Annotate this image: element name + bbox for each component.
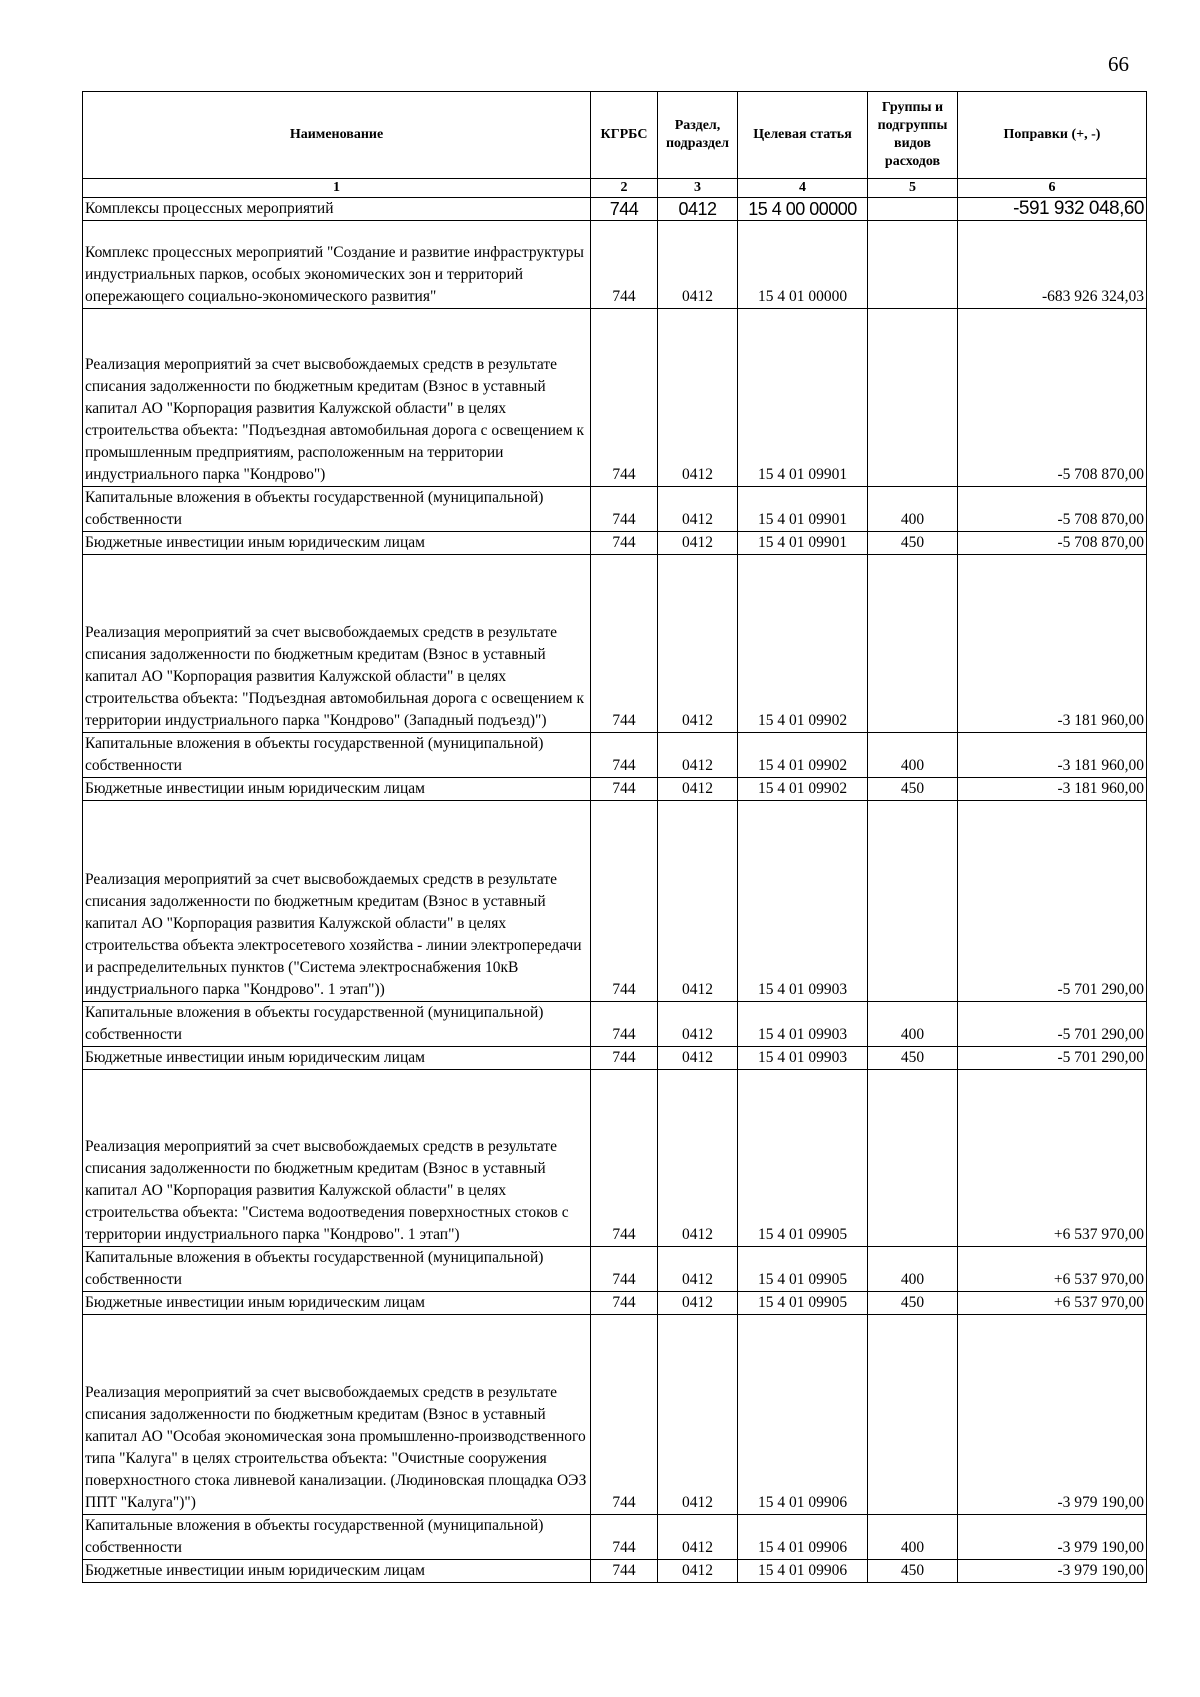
cell-statya: 15 4 01 09901: [738, 532, 868, 555]
cell-amount: -3 181 960,00: [958, 555, 1147, 733]
column-number: 5: [868, 179, 958, 198]
cell-name: Комплексы процессных мероприятий: [83, 198, 591, 221]
cell-amount: -5 701 290,00: [958, 1047, 1147, 1070]
cell-amount: +6 537 970,00: [958, 1247, 1147, 1292]
cell-razdel: 0412: [658, 309, 738, 487]
header-name: Наименование: [83, 92, 591, 179]
page-number: 66: [1108, 52, 1129, 76]
cell-statya: 15 4 01 09905: [738, 1070, 868, 1247]
cell-razdel: 0412: [658, 778, 738, 801]
cell-vid: 400: [868, 487, 958, 532]
cell-amount: -5 708 870,00: [958, 309, 1147, 487]
cell-kgrbs: 744: [591, 801, 658, 1002]
cell-kgrbs: 744: [591, 778, 658, 801]
cell-statya: 15 4 01 09905: [738, 1292, 868, 1315]
table-row: [83, 778, 1147, 801]
cell-amount: -5 701 290,00: [958, 1002, 1147, 1047]
cell-statya: 15 4 01 09903: [738, 1002, 868, 1047]
cell-statya: 15 4 01 09906: [738, 1315, 868, 1515]
cell-name: Реализация мероприятий за счет высвобождаемых средств в результате списания задолженности по бюджетным кредитам (Взнос в уставный капитал АО "Корпорация развития Калужской области" в целях строительства объекта: "Подъездная автомобильная дорога с освещением к территории индустриального парка "Кондрово" (Западный подъезд)"): [83, 555, 591, 733]
cell-amount: -3 181 960,00: [958, 733, 1147, 778]
cell-name: Капитальные вложения в объекты государственной (муниципальной) собственности: [83, 1247, 591, 1292]
cell-razdel: 0412: [658, 801, 738, 1002]
table-row: [83, 1315, 1147, 1515]
table-row: [83, 1070, 1147, 1247]
column-number: 3: [658, 179, 738, 198]
cell-amount: +6 537 970,00: [958, 1292, 1147, 1315]
cell-kgrbs: 744: [591, 487, 658, 532]
cell-razdel: 0412: [658, 532, 738, 555]
cell-statya: 15 4 01 09906: [738, 1560, 868, 1583]
cell-vid: 400: [868, 733, 958, 778]
cell-name: Реализация мероприятий за счет высвобождаемых средств в результате списания задолженности по бюджетным кредитам (Взнос в уставный капитал АО "Особая экономическая зона промышленно-производственного типа "Калуга" в целях строительства объекта: "Очистные сооружения поверхностного стока ливневой канализации. (Людиновская площадка ОЭЗ ППТ "Калуга")"): [83, 1315, 591, 1515]
cell-kgrbs: 744: [591, 1002, 658, 1047]
cell-statya: 15 4 01 09902: [738, 733, 868, 778]
table-row: [83, 198, 1147, 221]
cell-name: Реализация мероприятий за счет высвобождаемых средств в результате списания задолженности по бюджетным кредитам (Взнос в уставный капитал АО "Корпорация развития Калужской области" в целях строительства объекта электросетевого хозяйства - линии электропередачи и распределительных пунктов ("Система электроснабжения 10кВ индустриального парка "Кондрово". 1 этап")): [83, 801, 591, 1002]
cell-amount: -3 979 190,00: [958, 1515, 1147, 1560]
cell-razdel: 0412: [658, 1070, 738, 1247]
cell-statya: 15 4 01 09903: [738, 801, 868, 1002]
cell-kgrbs: 744: [591, 309, 658, 487]
header-kgrbs: КГРБС: [591, 92, 658, 179]
cell-razdel: 0412: [658, 1002, 738, 1047]
cell-statya: 15 4 01 09906: [738, 1515, 868, 1560]
table-row: [83, 1292, 1147, 1315]
table-row: [83, 801, 1147, 1002]
cell-statya: 15 4 01 09903: [738, 1047, 868, 1070]
cell-amount: -5 708 870,00: [958, 532, 1147, 555]
cell-name: Бюджетные инвестиции иным юридическим лицам: [83, 532, 591, 555]
cell-name: Комплекс процессных мероприятий "Создание и развитие инфраструктуры индустриальных парков, особых экономических зон и территорий опережающего социально-экономического развития": [83, 221, 591, 309]
column-number: 1: [83, 179, 591, 198]
cell-amount: -591 932 048,60: [958, 198, 1147, 221]
cell-kgrbs: 744: [591, 555, 658, 733]
table-row: [83, 487, 1147, 532]
column-number: 2: [591, 179, 658, 198]
cell-kgrbs: 744: [591, 1247, 658, 1292]
table-row: [83, 532, 1147, 555]
table-row: [83, 1560, 1147, 1583]
cell-name: Бюджетные инвестиции иным юридическим лицам: [83, 1047, 591, 1070]
cell-name: Капитальные вложения в объекты государственной (муниципальной) собственности: [83, 487, 591, 532]
cell-amount: -683 926 324,03: [958, 221, 1147, 309]
table-header-row: [83, 92, 1147, 179]
header-statya: Целевая статья: [738, 92, 868, 179]
cell-vid: 450: [868, 1047, 958, 1070]
cell-vid: 450: [868, 1292, 958, 1315]
cell-kgrbs: 744: [591, 1292, 658, 1315]
cell-name: Бюджетные инвестиции иным юридическим лицам: [83, 1292, 591, 1315]
cell-vid: [868, 309, 958, 487]
column-number: 4: [738, 179, 868, 198]
table-row: [83, 555, 1147, 733]
budget-amendments-table: [82, 91, 1147, 1583]
cell-razdel: 0412: [658, 1560, 738, 1583]
cell-vid: 400: [868, 1002, 958, 1047]
cell-vid: [868, 801, 958, 1002]
cell-vid: 400: [868, 1515, 958, 1560]
cell-vid: [868, 221, 958, 309]
cell-kgrbs: 744: [591, 532, 658, 555]
cell-name: Капитальные вложения в объекты государственной (муниципальной) собственности: [83, 1002, 591, 1047]
cell-kgrbs: 744: [591, 1047, 658, 1070]
cell-kgrbs: 744: [591, 1560, 658, 1583]
header-amount: Поправки (+, -): [958, 92, 1147, 179]
cell-razdel: 0412: [658, 1247, 738, 1292]
cell-name: Бюджетные инвестиции иным юридическим лицам: [83, 778, 591, 801]
cell-vid: [868, 1070, 958, 1247]
cell-vid: [868, 555, 958, 733]
cell-kgrbs: 744: [591, 733, 658, 778]
cell-vid: 450: [868, 532, 958, 555]
table-row: [83, 309, 1147, 487]
cell-razdel: 0412: [658, 555, 738, 733]
cell-razdel: 0412: [658, 221, 738, 309]
cell-amount: -5 701 290,00: [958, 801, 1147, 1002]
cell-name: Капитальные вложения в объекты государственной (муниципальной) собственности: [83, 1515, 591, 1560]
header-razdel: Раздел, подраздел: [658, 92, 738, 179]
table-row: [83, 1002, 1147, 1047]
cell-amount: +6 537 970,00: [958, 1070, 1147, 1247]
table-row: [83, 1247, 1147, 1292]
cell-razdel: 0412: [658, 198, 738, 221]
cell-amount: -3 979 190,00: [958, 1560, 1147, 1583]
cell-razdel: 0412: [658, 733, 738, 778]
cell-kgrbs: 744: [591, 1315, 658, 1515]
cell-vid: [868, 1315, 958, 1515]
cell-name: Капитальные вложения в объекты государственной (муниципальной) собственности: [83, 733, 591, 778]
cell-razdel: 0412: [658, 1292, 738, 1315]
header-vid: Группы и подгруппы видов расходов: [868, 92, 958, 179]
cell-amount: -3 181 960,00: [958, 778, 1147, 801]
cell-name: Реализация мероприятий за счет высвобождаемых средств в результате списания задолженности по бюджетным кредитам (Взнос в уставный капитал АО "Корпорация развития Калужской области" в целях строительства объекта: "Подъездная автомобильная дорога с освещением к промышленным предприятиям, расположенным на территории индустриального парка "Кондрово"): [83, 309, 591, 487]
cell-amount: -3 979 190,00: [958, 1315, 1147, 1515]
cell-kgrbs: 744: [591, 1070, 658, 1247]
cell-vid: [868, 198, 958, 221]
cell-name: Реализация мероприятий за счет высвобождаемых средств в результате списания задолженности по бюджетным кредитам (Взнос в уставный капитал АО "Корпорация развития Калужской области" в целях строительства объекта: "Система водоотведения поверхностных стоков с территории индустриального парка "Кондрово". 1 этап"): [83, 1070, 591, 1247]
cell-razdel: 0412: [658, 1515, 738, 1560]
cell-kgrbs: 744: [591, 221, 658, 309]
cell-kgrbs: 744: [591, 1515, 658, 1560]
cell-statya: 15 4 01 09902: [738, 778, 868, 801]
cell-amount: -5 708 870,00: [958, 487, 1147, 532]
cell-kgrbs: 744: [591, 198, 658, 221]
table-row: [83, 1047, 1147, 1070]
cell-statya: 15 4 01 09901: [738, 309, 868, 487]
cell-statya: 15 4 01 09901: [738, 487, 868, 532]
cell-razdel: 0412: [658, 487, 738, 532]
cell-vid: 450: [868, 1560, 958, 1583]
cell-statya: 15 4 01 00000: [738, 221, 868, 309]
cell-statya: 15 4 01 09902: [738, 555, 868, 733]
table-row: [83, 1515, 1147, 1560]
cell-name: Бюджетные инвестиции иным юридическим лицам: [83, 1560, 591, 1583]
cell-statya: 15 4 00 00000: [738, 198, 868, 221]
column-number: 6: [958, 179, 1147, 198]
cell-vid: 450: [868, 778, 958, 801]
cell-razdel: 0412: [658, 1047, 738, 1070]
table-row: [83, 733, 1147, 778]
cell-statya: 15 4 01 09905: [738, 1247, 868, 1292]
cell-vid: 400: [868, 1247, 958, 1292]
cell-razdel: 0412: [658, 1315, 738, 1515]
column-numbers-row: [83, 179, 1147, 198]
table-row: [83, 221, 1147, 309]
